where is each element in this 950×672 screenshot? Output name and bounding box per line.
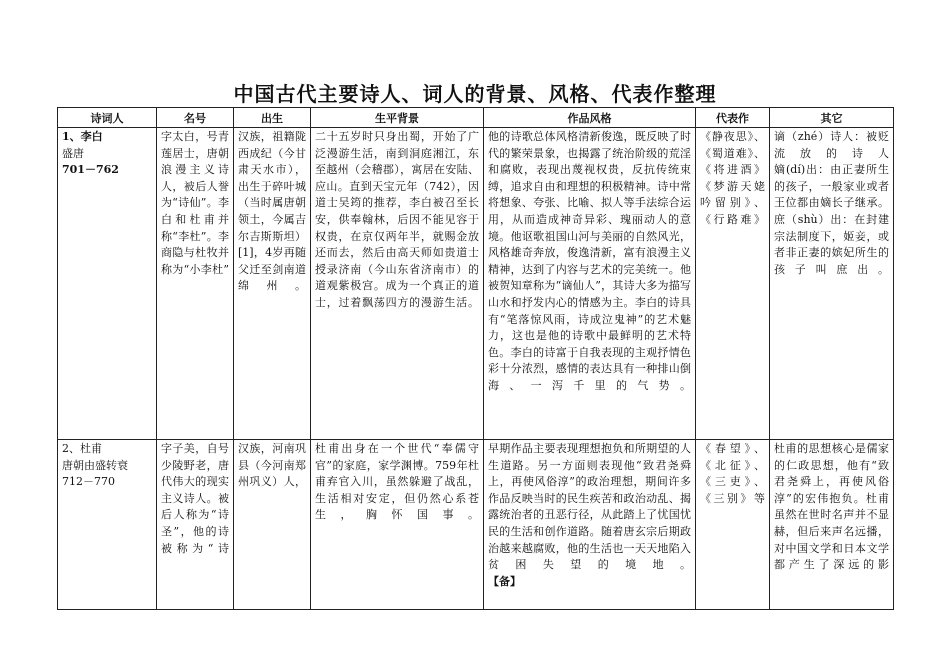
- style-cell: 他的诗歌总体风格清新俊逸，既反映了时代的繁荣景象，也揭露了统治阶级的荒淫和腐败，表现出蔑视权贵，反抗传统束缚，追求自由和理想的积极精神。诗中常将想象、夸张、比喻、拟人等手法综合运用，从而造成神奇异彩、瑰丽动人的意境。他讴歌祖国山河与美丽的自然风光，风格雄奇奔放，俊逸清新，富有浪漫主义精神，达到了内容与艺术的完美统一。他被贺知章称为“谪仙人”，其诗大多为描写山水和抒发内心的情感为主。李白的诗具有“笔落惊风雨，诗成泣鬼神”的艺术魅力，这也是他的诗歌中最鲜明的艺术特色。李白的诗富于自我表现的主观抒情色彩十分浓烈，感情的表达具有一种排山倒海、一泻千里的气势。: [484, 128, 696, 440]
- poets-table: [57, 107, 894, 610]
- page-title: 中国古代主要诗人、词人的背景、风格、代表作整理: [233, 82, 717, 106]
- header-works: 代表作: [696, 108, 770, 128]
- works-cell: 《静夜思》、《蜀道难》、《将进酒》《梦游天姥吟留别》、《行路难》: [696, 128, 770, 440]
- table-row: [58, 440, 894, 610]
- works-cell: 《春望》、《北征》、《三吏》、《三别》等: [696, 440, 770, 610]
- poet-years: 712－770: [62, 475, 115, 489]
- other-cell: 谪（zhé）诗人：被贬流放的诗人 嫡(dí)出：由正妻所生的孩子，一般家业或者王位都由嫡长子继承。 庶（shù）出：在封建宗法制度下，姬妾，或者非正妻的嫔妃所生的孩子叫庶出。: [770, 128, 894, 440]
- poet-name: 2、杜甫: [62, 442, 102, 455]
- header-style: 作品风格: [484, 108, 696, 128]
- table-row: [58, 128, 894, 440]
- other-cell: 杜甫的思想核心是儒家的仁政思想，他有“致君尧舜上，再使风俗淳”的宏伟抱负。杜甫虽然在世时名声并不显赫，但后来声名远播，对中国文学和日本文学都产生了深远的影: [770, 440, 894, 610]
- birth-cell: 汉族，祖籍陇西成纪（今甘肃天水市），出生于碎叶城（当时属唐朝领土，今属吉尔吉斯斯坦）[1]，4岁再随父迁至剑南道绵州。: [234, 128, 311, 440]
- header-other: 其它: [770, 108, 894, 128]
- bio-cell: 杜甫出身在一个世代“奉儒守官”的家庭，家学渊博。759年杜甫弃官入川，虽然躲避了战乱，生活相对安定，但仍然心系苍生，胸怀国事。: [311, 440, 484, 610]
- header-birth: 出生: [234, 108, 311, 128]
- bio-cell: 二十五岁时只身出蜀，开始了广泛漫游生活，南到洞庭湘江，东至越州（会稽郡），寓居在安陆、应山。直到天宝元年（742），因道士吴筠的推荐，李白被召至长安，供奉翰林，后因不能见容于权贵，在京仅两年半，就赐金放还而去，然后由高天师如贵道士授录济南（今山东省济南市）的道观紫极宫。成为一个真正的道士，过着飘荡四方的漫游生活。: [311, 128, 484, 440]
- style-cell: [484, 440, 696, 610]
- header-bio: 生平背景: [311, 108, 484, 128]
- header-poet: 诗词人: [58, 108, 157, 128]
- style-text: 早期作品主要表现理想抱负和所期望的人生道路。另一方面则表现他“致君尧舜上，再使风俗淳”的政治理想，期间许多作品反映当时的民生疾苦和政治动乱、揭露统治者的丑恶行径，从此踏上了忧国忧民的生活和创作道路。随着唐玄宗后期政治越来越腐败，他的生活也一天天地陷入贫困失望的境地。: [488, 442, 691, 572]
- poet-cell: [58, 440, 157, 610]
- header-name: 名号: [157, 108, 234, 128]
- poet-era: 唐朝由盛转衰: [62, 458, 128, 472]
- poet-years: 701－762: [62, 163, 119, 177]
- poet-cell: [58, 128, 157, 440]
- name-cell: 字子美，自号少陵野老，唐代伟大的现实主义诗人。被后人称为“诗圣”，他的诗被称为“诗: [157, 440, 234, 610]
- style-tag: 【备】: [488, 574, 521, 588]
- name-cell: 字太白，号青莲居士，唐朝浪漫主义诗人，被后人誉为“诗仙”。李白和杜甫并称“李杜”。李商隐与杜牧并称为“小李杜”: [157, 128, 234, 440]
- poet-name: 1、李白: [62, 130, 103, 143]
- birth-cell: 汉族，河南巩县（今河南郑州巩义）人，: [234, 440, 311, 610]
- poet-era: 盛唐: [62, 146, 84, 160]
- table-header-row: [58, 108, 894, 128]
